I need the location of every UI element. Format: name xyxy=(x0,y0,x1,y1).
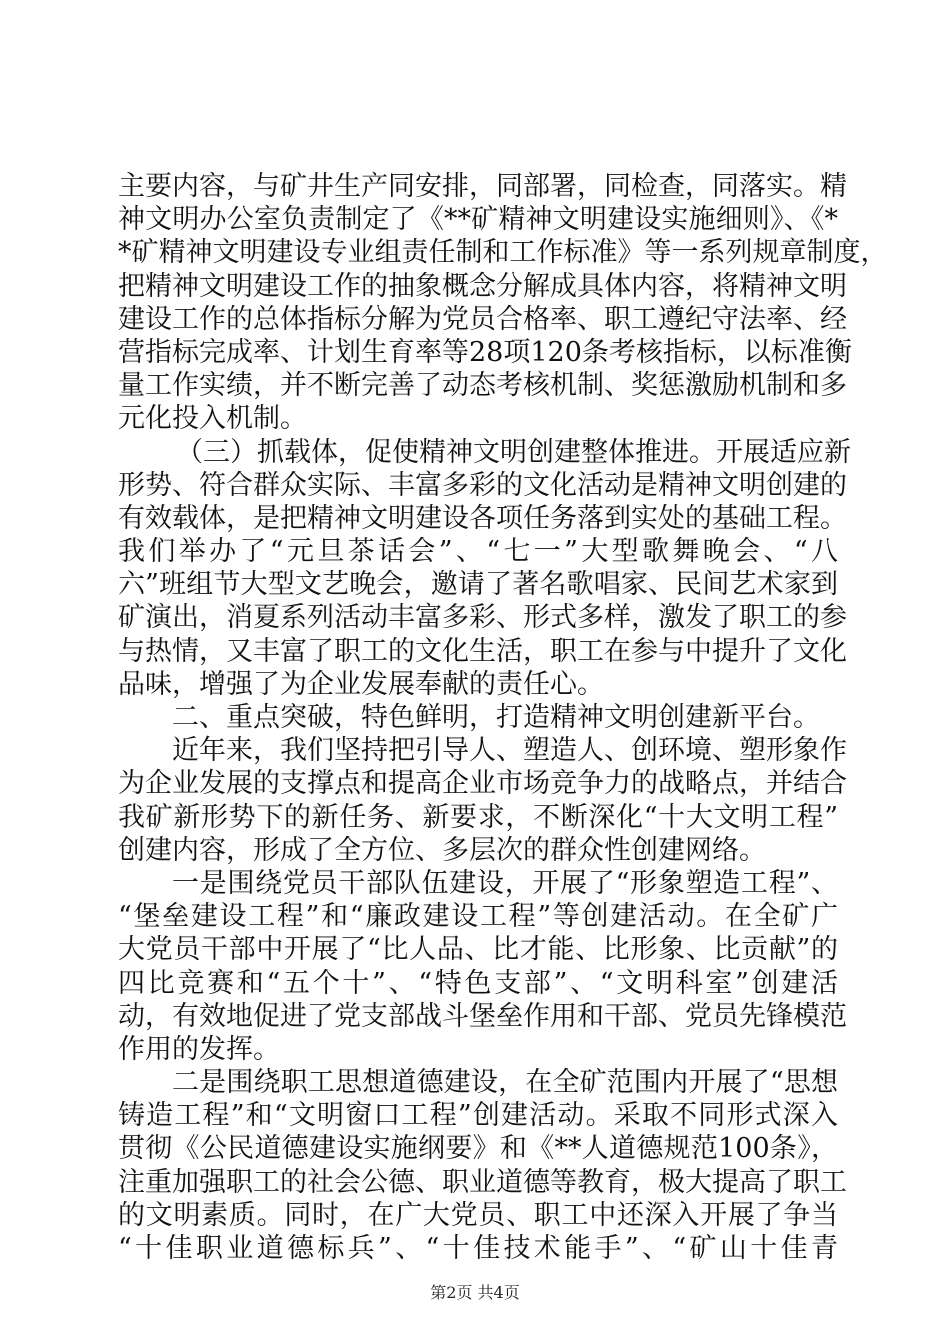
page-footer: 第2页 共4页 xyxy=(430,1283,520,1302)
text-line: 注重加强职工的社会公德、职业道德等教育，极大提高了职工 xyxy=(118,1166,847,1198)
text-line: “堡垒建设工程”和“廉政建设工程”等创建活动。在全矿广 xyxy=(118,901,838,933)
text-line: 量工作实绩，并不断完善了动态考核机制、奖惩激励机制和多 xyxy=(118,370,847,402)
text-line: 一是围绕党员干部队伍建设，开展了“形象塑造工程”、 xyxy=(172,867,838,899)
text-line: 有效载体，是把精神文明建设各项任务落到实处的基础工程。 xyxy=(118,502,847,534)
text-line: 我矿新形势下的新任务、新要求，不断深化“十大文明工程” xyxy=(118,801,838,833)
body-text xyxy=(118,170,888,1265)
text-line: 我们举办了“元旦茶话会”、“七一”大型歌舞晚会、“八 xyxy=(118,536,838,568)
text-line: 神文明办公室负责制定了《**矿精神文明建设实施细则》、《* xyxy=(118,204,838,236)
text-line: 二、重点突破，特色鲜明，打造精神文明创建新平台。 xyxy=(172,702,820,733)
text-line: 把精神文明建设工作的抽象概念分解成具体内容，将精神文明 xyxy=(118,270,847,302)
text-line: 矿演出，消夏系列活动丰富多彩、形式多样，激发了职工的参 xyxy=(118,602,847,634)
text-line: 创建内容，形成了全方位、多层次的群众性创建网络。 xyxy=(118,834,766,866)
text-line: 品味，增强了为企业发展奉献的责任心。 xyxy=(118,668,604,700)
text-line: 营指标完成率、计划生育率等28项120条考核指标，以标准衡 xyxy=(118,336,852,368)
text-line: 为企业发展的支撑点和提高企业市场竞争力的战略点，并结合 xyxy=(118,768,847,800)
text-line: 大党员干部中开展了“比人品、比才能、比形象、比贡献”的 xyxy=(118,934,838,966)
text-line: 形势、符合群众实际、丰富多彩的文化活动是精神文明创建的 xyxy=(118,469,847,501)
text-line: 与热情，又丰富了职工的文化生活，职工在参与中提升了文化 xyxy=(118,635,847,667)
text-line: 六”班组节大型文艺晚会，邀请了著名歌唱家、民间艺术家到 xyxy=(118,569,838,601)
text-line: 的文明素质。同时，在广大党员、职工中还深入开展了争当 xyxy=(118,1199,838,1231)
text-line: 四比竞赛和“五个十”、“特色支部”、“文明科室”创建活 xyxy=(118,967,838,999)
text-line: 动，有效地促进了党支部战斗堡垒作用和干部、党员先锋模范 xyxy=(118,1000,847,1032)
text-line: （三）抓载体，促使精神文明创建整体推进。开展适应新 xyxy=(176,436,851,468)
text-line: 作用的发挥。 xyxy=(118,1033,280,1065)
text-line: *矿精神文明建设专业组责任制和工作标准》等一系列规章制度， xyxy=(118,237,888,269)
text-line: 贯彻《公民道德建设实施纲要》和《**人道德规范100条》， xyxy=(118,1133,838,1165)
text-line: 建设工作的总体指标分解为党员合格率、职工遵纪守法率、经 xyxy=(118,303,847,335)
text-line: 铸造工程”和“文明窗口工程”创建活动。采取不同形式深入 xyxy=(118,1100,838,1132)
text-line: 近年来，我们坚持把引导人、塑造人、创环境、塑形象作 xyxy=(172,735,847,767)
text-line: 主要内容，与矿井生产同安排，同部署，同检查，同落实。精 xyxy=(118,171,847,202)
text-line: 二是围绕职工思想道德建设，在全矿范围内开展了“思想 xyxy=(172,1067,838,1099)
text-line: “十佳职业道德标兵”、“十佳技术能手”、“矿山十佳青 xyxy=(118,1233,838,1264)
text-line: 元化投入机制。 xyxy=(118,403,307,435)
